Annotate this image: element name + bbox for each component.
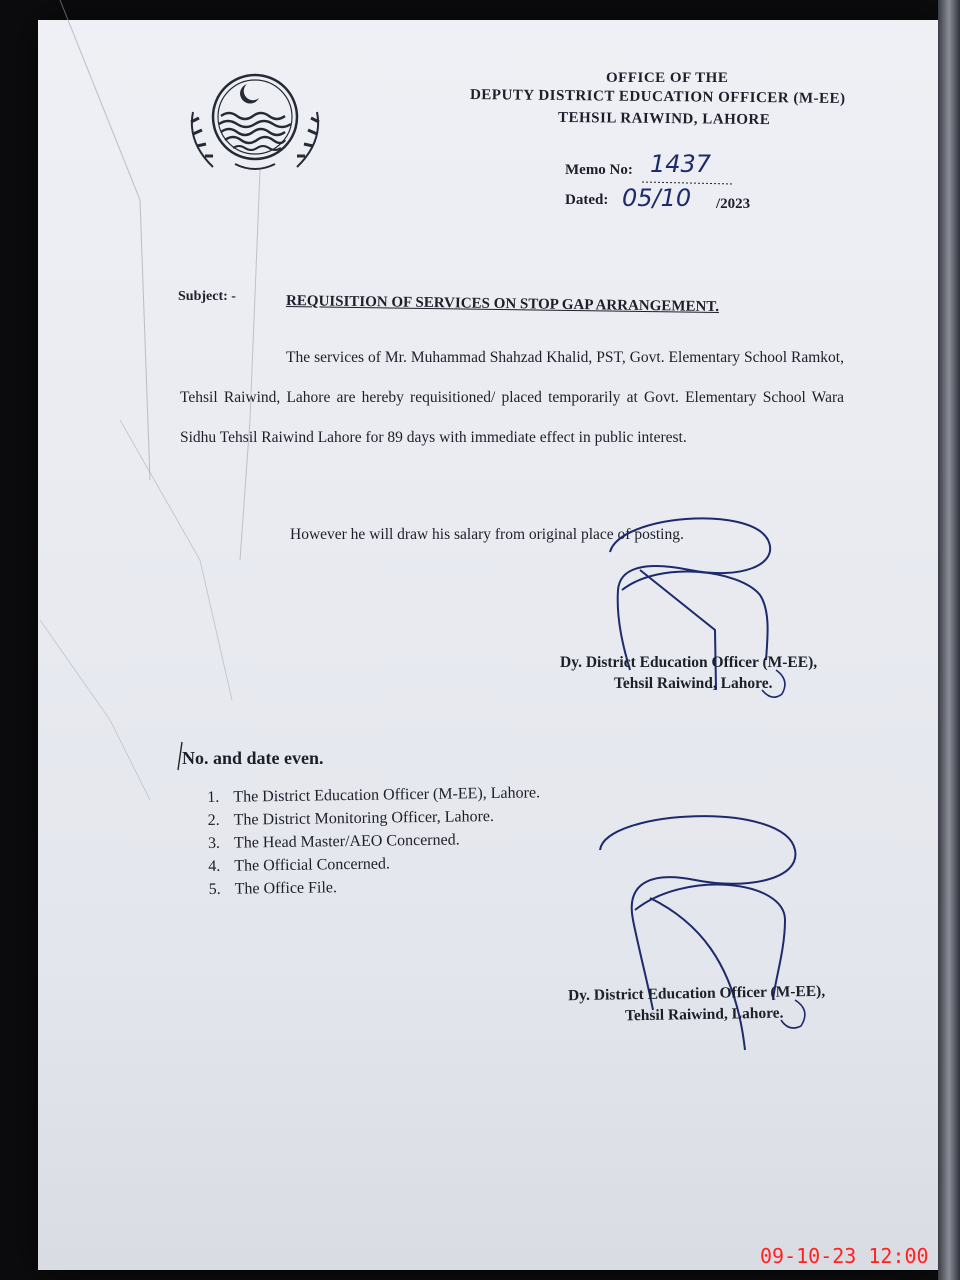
dated-year: /2023 xyxy=(716,196,751,212)
signature-location-2: Tehsil Raiwind, Lahore. xyxy=(624,1004,784,1025)
distribution-item: 3. The Head Master/AEO Concerned. xyxy=(207,831,460,852)
header-title-line: DEPUTY DISTRICT EDUCATION OFFICER (M-EE) xyxy=(469,87,846,107)
memo-label: Memo No: xyxy=(565,162,633,178)
body-salary-note: However he will draw his salary from original place of posting. xyxy=(290,526,684,543)
dated-label: Dated: xyxy=(565,192,609,208)
distribution-item: 1. The District Education Officer (M-EE), Lahore. xyxy=(207,784,541,807)
subject-label: Subject: - xyxy=(178,289,236,304)
subject-text: REQUISITION OF SERVICES ON STOP GAP ARRANGEMENT. xyxy=(285,293,720,316)
body-paragraph: The services of Mr. Muhammad Shahzad Khalid, PST, Govt. Elementary School Ramkot, Tehsil Raiwind, Lahore are hereby requisitioned/ placed temporarily at Govt. Elementary School Wara Sidhu Tehsil Raiwind Lahore for 89 days with immediate effect in public interest. xyxy=(180,349,844,446)
signature-designation-2: Dy. District Education Officer (M-EE), xyxy=(567,982,826,1005)
distribution-item: 5. The Office File. xyxy=(208,879,338,898)
distribution-item: 2. The District Monitoring Officer, Lahore. xyxy=(207,808,495,830)
memo-number: 1437 xyxy=(650,150,712,178)
header-location-line: TEHSIL RAIWIND, LAHORE xyxy=(557,109,771,129)
signature-designation-1: Dy. District Education Officer (M-EE), xyxy=(560,654,818,671)
distribution-heading: No. and date even. xyxy=(182,748,324,768)
header-office-line: OFFICE OF THE xyxy=(606,70,729,86)
camera-timestamp: 09-10-23 12:00 xyxy=(760,1244,929,1268)
signature-location-1: Tehsil Raiwind, Lahore. xyxy=(614,675,773,692)
dated-value: 05/10 xyxy=(622,184,692,212)
distribution-item: 4. The Official Concerned. xyxy=(208,855,391,875)
